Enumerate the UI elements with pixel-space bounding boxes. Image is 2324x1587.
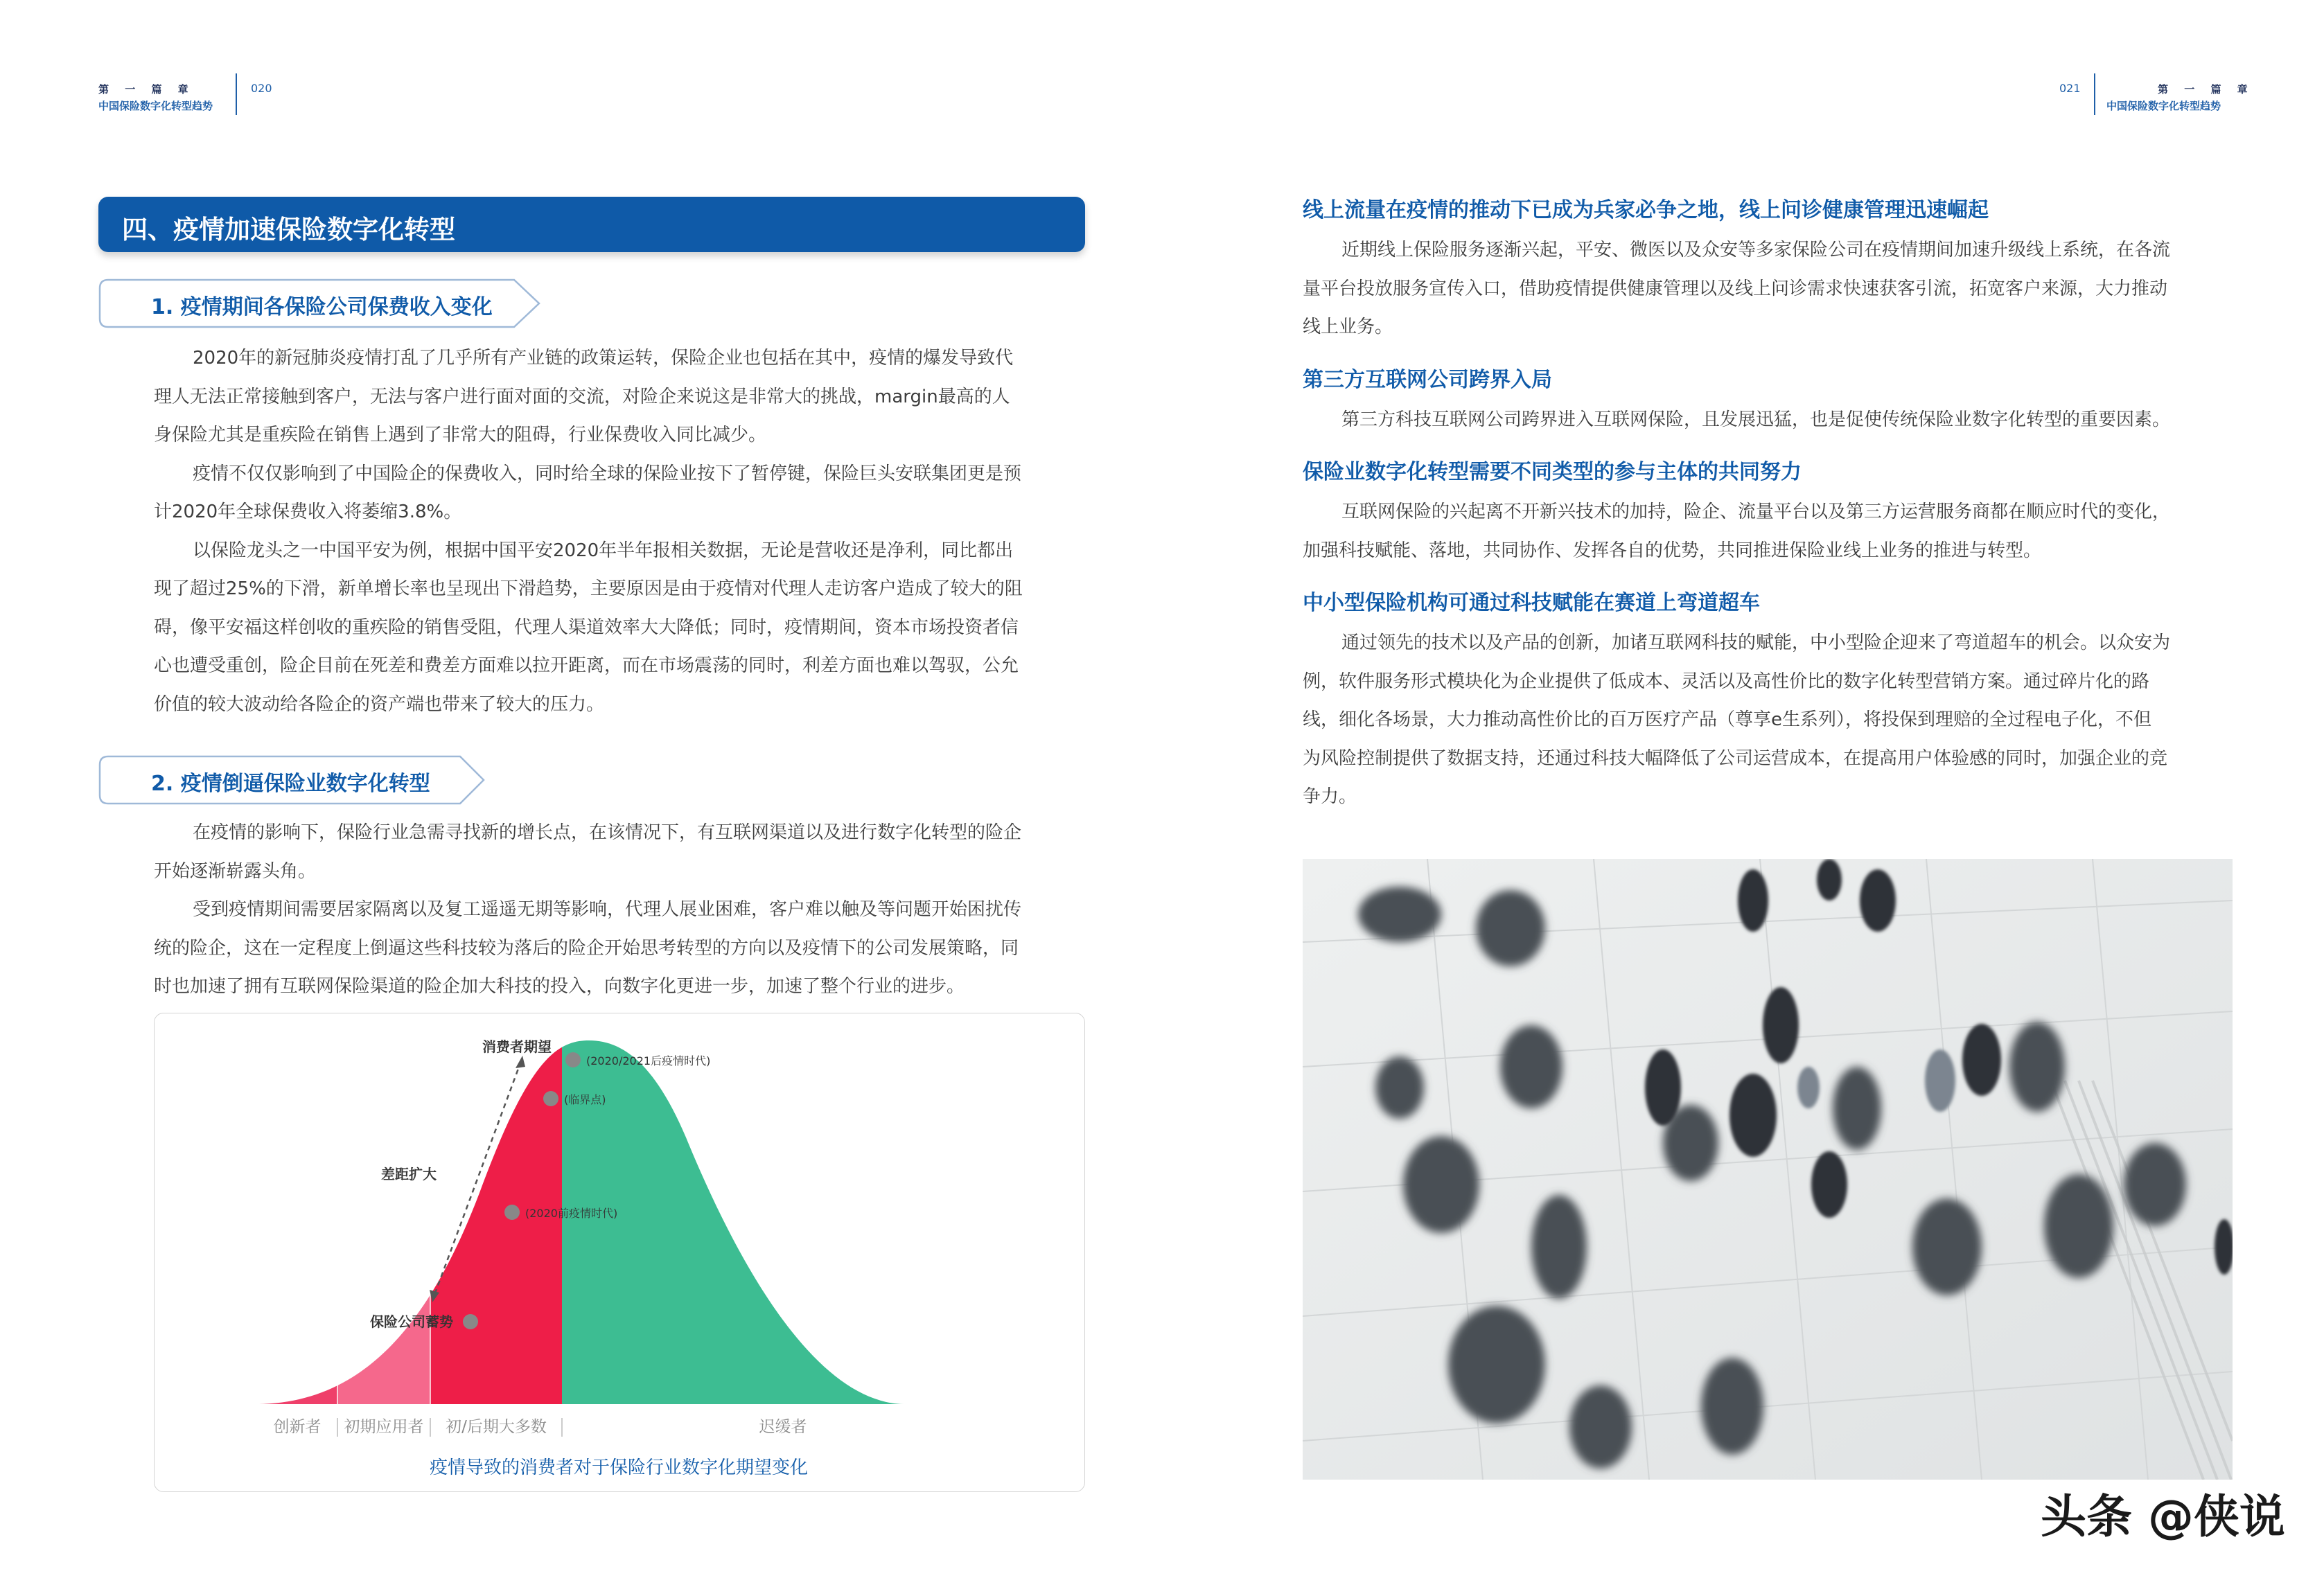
subsection-2-tab	[98, 755, 486, 805]
heading-third-party: 第三方互联网公司跨界入局	[1303, 367, 1552, 392]
label-pre-epidemic: (2020前疫情时代)	[525, 1207, 618, 1220]
left-header-chapter: 第 一 篇 章	[98, 83, 195, 96]
heading-small-insurers: 中小型保险机构可通过科技赋能在赛道上弯道超车	[1303, 591, 1760, 615]
paragraph-line: 计2020年全球保费收入将萎缩3.8%。	[154, 502, 462, 522]
paragraph-line: 统的险企，这在一定程度上倒逼这些科技较为落后的险企开始思考转型的方向以及疫情下的公司发展策略，同	[154, 937, 1019, 959]
right-header-divider	[2094, 73, 2095, 115]
paragraph-line: 为风险控制提供了数据支持，还通过科技大幅降低了公司运营成本，在提高用户体验感的同时，加强企业的竞	[1303, 747, 2168, 769]
paragraph-line: 通过领先的技术以及产品的创新，加诸互联网科技的赋能，中小型险企迎来了弯道超车的机会。以众安为	[1341, 632, 2171, 653]
left-page-number: 020	[251, 82, 272, 95]
gap-arrow-head-top	[516, 1056, 525, 1068]
point-pre-epidemic	[504, 1205, 520, 1220]
label-company: 保险公司蓄势	[370, 1313, 453, 1330]
subsection-2-body	[154, 814, 1084, 1007]
figure-caption: 疫情导致的消费者对于保险行业数字化期望变化	[429, 1457, 808, 1478]
crowd-photo-art	[1303, 859, 2233, 1480]
category-innovators: 创新者	[273, 1418, 322, 1436]
paragraph-line: 受到疫情期间需要居家隔离以及复工遥遥无期等影响，代理人展业困难，客户难以触及等问题开始困扰传	[193, 899, 1022, 920]
paragraph-line: 量平台投放服务宣传入口，借助疫情提供健康管理以及线上问诊需求快速获客引流，拓宽客户来源，大力推动	[1303, 278, 2168, 299]
paragraph-line: 价值的较大波动给各险企的资产端也带来了较大的压力。	[154, 693, 605, 715]
category-early-adopters: 初期应用者	[344, 1418, 424, 1436]
subsection-1-title: 1. 疫情期间各保险公司保费收入变化	[151, 295, 493, 319]
segment-early-adopters	[337, 1013, 430, 1408]
category-majority: 初/后期大多数	[446, 1418, 547, 1436]
label-2020-2021: (2020/2021后疫情时代)	[586, 1054, 711, 1067]
paragraph-line: 身保险尤其是重疾险在销售上遇到了非常大的阻碍，行业保费收入同比减少。	[154, 425, 767, 445]
point-2020-2021	[565, 1052, 581, 1067]
paragraph-line: 心也遭受重创，险企目前在死差和费差方面难以拉开距离，而在市场震荡的同时，利差方面也难以驾驭，公允	[154, 655, 1019, 676]
label-critical: (临界点)	[564, 1093, 606, 1106]
paragraph-line: 在疫情的影响下，保险行业急需寻找新的增长点，在该情况下，有互联网渠道以及进行数字化转型的险企	[193, 822, 1022, 843]
paragraph-line: 碍，像平安福这样创收的重疾险的销售受阻，代理人渠道效率大大降低；同时，疫情期间，资本市场投资者信	[154, 617, 1019, 638]
paragraph-line: 现了超过25%的下滑，新单增长率也呈现出下滑趋势，主要原因是由于疫情对代理人走访客户造成了较大的阻	[154, 578, 1023, 599]
crowd-photo	[1303, 859, 2233, 1480]
right-column	[1303, 193, 2233, 817]
right-page-number: 021	[2059, 82, 2081, 95]
paragraph-line: 理人无法正常接触到客户，无法与客户进行面对面的交流，对险企来说这是非常大的挑战，margin最高的人	[154, 386, 1010, 407]
paragraph-line: 近期线上保险服务逐渐兴起，平安、微医以及众安等多家保险公司在疫情期间加速升级线上系统，在各流	[1341, 240, 2171, 260]
paragraph-line: 2020年的新冠肺炎疫情打乱了几乎所有产业链的政策运转，保险企业也包括在其中，疫情的爆发导致代	[193, 348, 1014, 369]
section-title: 四、疫情加速保险数字化转型	[122, 215, 455, 245]
paragraph-line: 疫情不仅仅影响到了中国险企的保费收入，同时给全球的保险业按下了暂停键，保险巨头安联集团更是预	[193, 463, 1022, 484]
point-company	[463, 1314, 478, 1329]
paragraph-line: 线上业务。	[1303, 317, 1393, 337]
paragraph-line: 第三方科技互联网公司跨界进入互联网保险，且发展迅猛，也是促使传统保险业数字化转型的重要因素。	[1341, 409, 2171, 430]
point-critical	[543, 1091, 558, 1106]
category-laggards: 迟缓者	[759, 1418, 807, 1436]
left-header-divider	[236, 73, 237, 115]
subsection-1-body	[154, 339, 1084, 724]
paragraph-line: 线，细化各场景，大力推动高性价比的百万医疗产品（尊享e生系列），将投保到理赔的全过程电子化，不但	[1303, 709, 2151, 730]
segment-innovators	[258, 1013, 337, 1408]
heading-joint-effort: 保险业数字化转型需要不同类型的参与主体的共同努力	[1303, 460, 1802, 484]
watermark: 头条 @侠说	[2041, 1490, 2285, 1543]
right-header-chapter: 第 一 篇 章	[2158, 83, 2254, 96]
subsection-1-tab	[98, 278, 542, 328]
paragraph-line: 加强科技赋能、落地，共同协作、发挥各自的优势，共同推进保险业线上业务的推进与转型。	[1303, 540, 2042, 561]
paragraph-line: 互联网保险的兴起离不开新兴技术的加持，险企、流量平台以及第三方运营服务商都在顺应时代的变化，	[1341, 502, 2171, 522]
paragraph-line: 争力。	[1303, 786, 1357, 807]
subsection-2-title: 2. 疫情倒逼保险业数字化转型	[151, 772, 430, 796]
paragraph-line: 例，软件服务形式模块化为企业提供了低成本、灵活以及高性价比的数字化转型营销方案。通过碎片化的路	[1303, 671, 2150, 692]
label-gap: 差距扩大	[381, 1166, 437, 1182]
label-expectation: 消费者期望	[482, 1038, 552, 1055]
paragraph-line: 时也加速了拥有互联网保险渠道的险企加大科技的投入，向数字化更进一步，加速了整个行业的进步。	[154, 976, 965, 997]
paragraph-line: 开始逐渐崭露头角。	[154, 860, 317, 882]
paragraph-line: 以保险龙头之一中国平安为例，根据中国平安2020年半年报相关数据，无论是营收还是净利，同比都出	[193, 540, 1014, 561]
heading-online-traffic: 线上流量在疫情的推动下已成为兵家必争之地，线上问诊健康管理迅速崛起	[1303, 198, 1989, 222]
right-header-subtitle: 中国保险数字化转型趋势	[2106, 100, 2221, 112]
adoption-curve-diagram	[154, 1013, 1084, 1470]
left-header-subtitle: 中国保险数字化转型趋势	[98, 100, 213, 112]
